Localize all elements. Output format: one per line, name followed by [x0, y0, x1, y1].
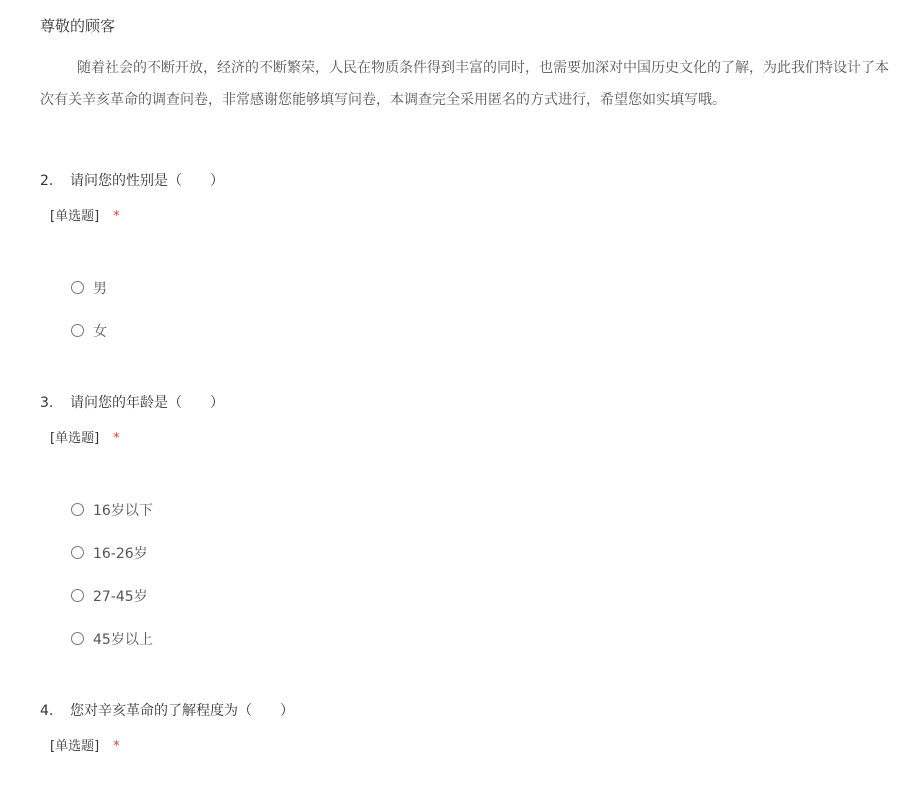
question-meta: [50, 205, 120, 224]
greeting-heading: 尊敬的顾客: [40, 17, 116, 35]
question-number: 3.: [40, 395, 54, 411]
radio-button[interactable]: [71, 281, 84, 294]
question-type-label: [单选题]: [50, 209, 100, 224]
question-number: 2.: [40, 173, 54, 189]
question-title: [40, 700, 294, 720]
question-type-label: [单选题]: [50, 739, 100, 754]
option-label[interactable]: 男: [93, 280, 107, 297]
question-meta: [50, 735, 120, 754]
option-male[interactable]: [70, 266, 107, 309]
question-text: 请问您的年龄是（ ）: [70, 395, 224, 411]
question-type-label: [单选题]: [50, 431, 100, 446]
question-number: 4.: [40, 703, 54, 719]
question-text: 您对辛亥革命的了解程度为（ ）: [70, 703, 294, 719]
option-female[interactable]: [70, 309, 107, 352]
radio-button[interactable]: [71, 503, 84, 516]
question-title: [40, 170, 224, 190]
option-label[interactable]: 27-45岁: [93, 588, 148, 605]
required-mark: *: [113, 209, 120, 224]
option-list: [70, 266, 107, 352]
radio-button[interactable]: [71, 632, 84, 645]
option-label[interactable]: 16-26岁: [93, 545, 148, 562]
option-age-over-45[interactable]: [70, 617, 153, 660]
required-mark: *: [113, 431, 120, 446]
radio-button[interactable]: [71, 546, 84, 559]
option-age-16-26[interactable]: [70, 531, 153, 574]
intro-paragraph: 随着社会的不断开放，经济的不断繁荣，人民在物质条件得到丰富的同时，也需要加深对中国历史文化的了解，为此我们特设计了本次有关辛亥革命的调查问卷，非常感谢您能够填写问卷，本调查完全采用匿名的方式进行，希望您如实填写哦。: [40, 60, 889, 108]
radio-button[interactable]: [71, 324, 84, 337]
question-text: 请问您的性别是（ ）: [70, 173, 224, 189]
option-label[interactable]: 女: [93, 323, 107, 340]
option-list: [70, 488, 153, 660]
radio-button[interactable]: [71, 589, 84, 602]
option-age-under-16[interactable]: [70, 488, 153, 531]
question-meta: [50, 427, 120, 446]
required-mark: *: [113, 739, 120, 754]
option-label[interactable]: 45岁以上: [93, 631, 153, 648]
question-title: [40, 392, 224, 412]
option-label[interactable]: 16岁以下: [93, 502, 153, 519]
option-age-27-45[interactable]: [70, 574, 153, 617]
